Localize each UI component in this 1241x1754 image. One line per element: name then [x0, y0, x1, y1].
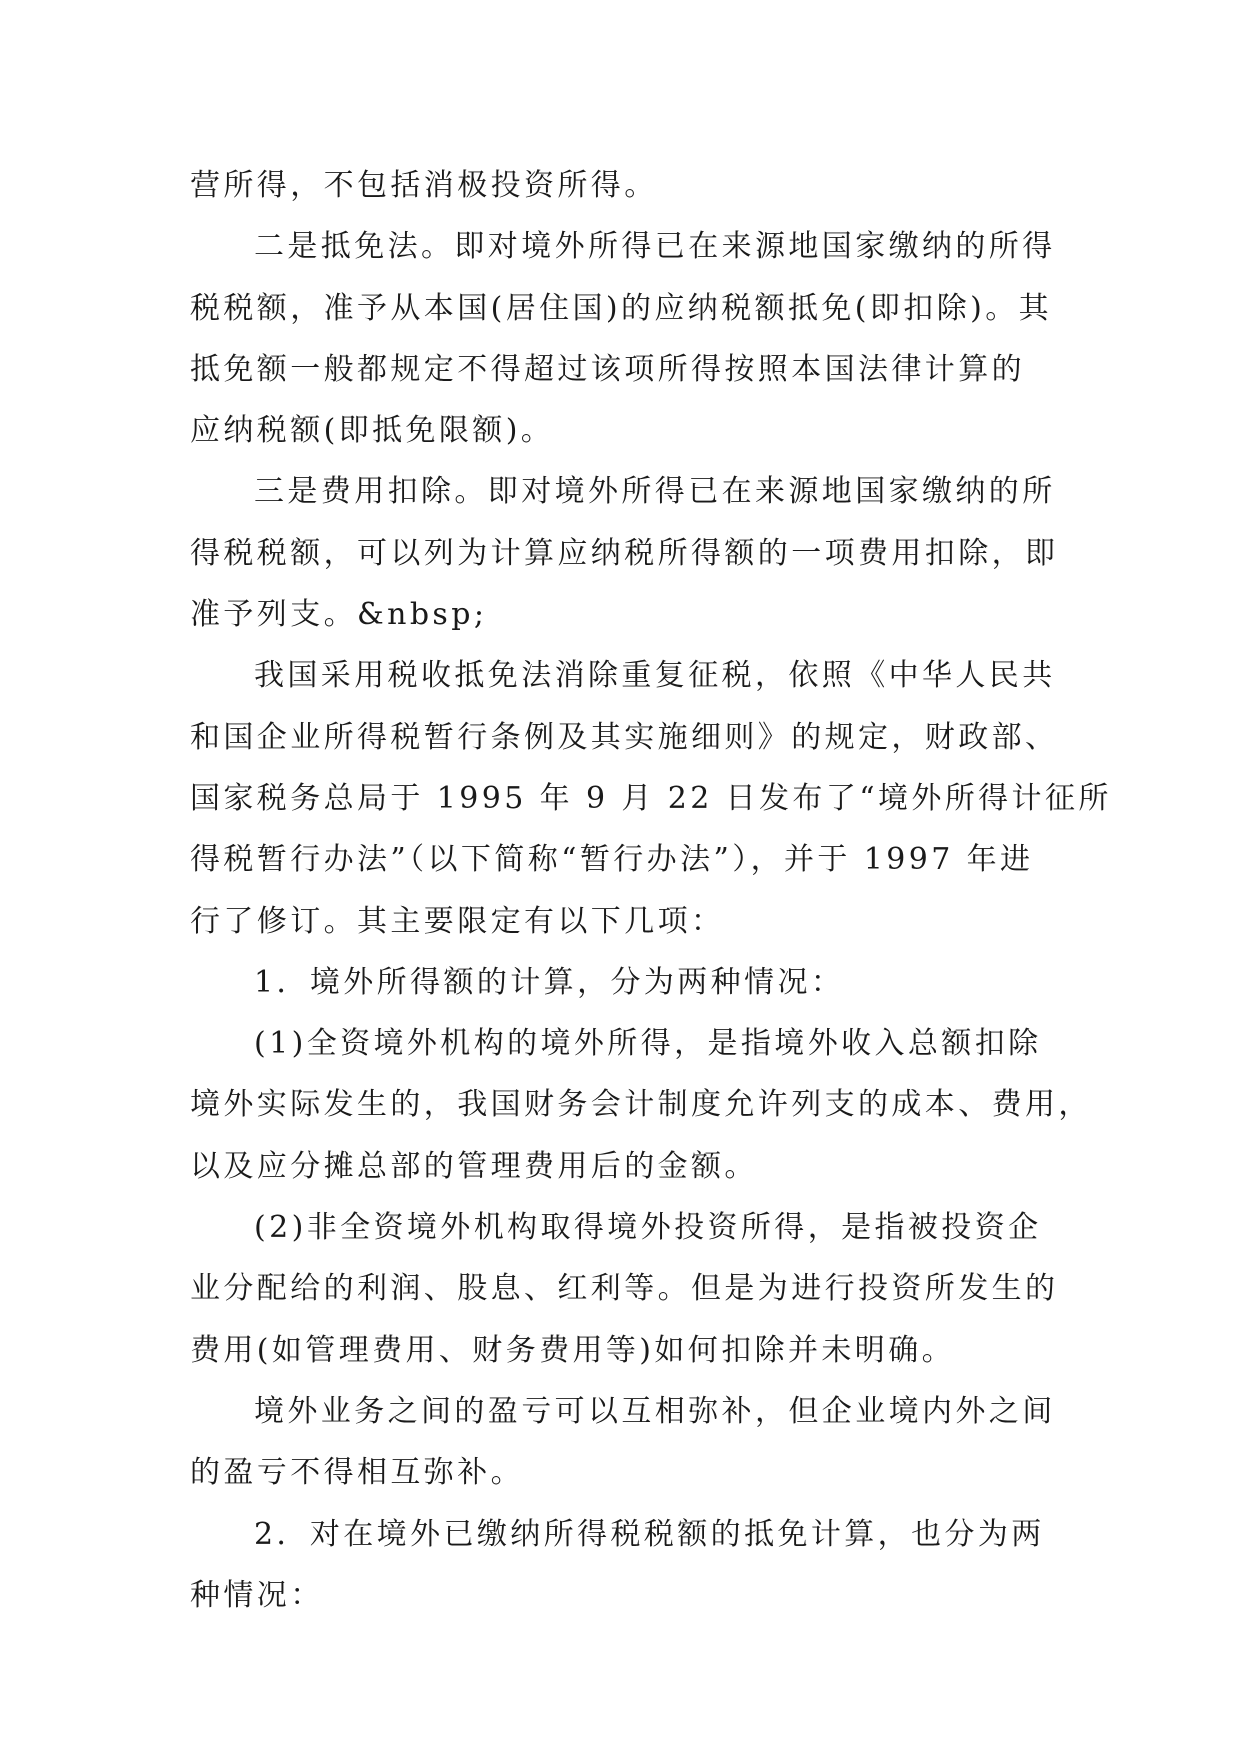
text-line: 费用(如管理费用、财务费用等)如何扣除并未明确。 — [190, 1332, 956, 1368]
text-line: 1．境外所得额的计算，分为两种情况： — [254, 964, 845, 1000]
text-line: (2)非全资境外机构取得境外投资所得，是指被投资企 — [254, 1210, 1042, 1246]
text-line: 境外实际发生的，我国财务会计制度允许列支的成本、费用， — [190, 1087, 1092, 1123]
text-line: 2．对在境外已缴纳所得税税额的抵免计算，也分为两 — [254, 1516, 1045, 1552]
text-line: 得税暂行办法”（以下简称“暂行办法”），并于 1997 年进 — [190, 842, 1034, 878]
text-line: 和国企业所得税暂行条例及其实施细则》的规定，财政部、 — [190, 719, 1059, 755]
text-line: 国家税务总局于 1995 年 9 月 22 日发布了“境外所得计征所 — [190, 780, 1112, 816]
text-line: 税税额，准予从本国(居住国)的应纳税额抵免(即扣除)。其 — [190, 290, 1053, 326]
text-line: 的盈亏不得相互弥补。 — [190, 1455, 524, 1491]
text-line: 得税税额，可以列为计算应纳税所得额的一项费用扣除，即 — [190, 535, 1059, 571]
document-body — [190, 155, 1112, 1626]
text-line: 准予列支。&nbsp; — [190, 597, 488, 633]
text-line: 以及应分摊总部的管理费用后的金额。 — [190, 1148, 758, 1184]
text-line: 营所得，不包括消极投资所得。 — [190, 168, 658, 203]
text-line: 三是费用扣除。即对境外所得已在来源地国家缴纳的所 — [254, 474, 1056, 510]
text-line: 二是抵免法。即对境外所得已在来源地国家缴纳的所得 — [254, 229, 1056, 265]
text-line: 抵免额一般都规定不得超过该项所得按照本国法律计算的 — [190, 351, 1025, 387]
text-line: 种情况： — [190, 1577, 324, 1613]
text-line: 应纳税额(即抵免限额)。 — [190, 413, 555, 449]
text-line: (1)全资境外机构的境外所得，是指境外收入总额扣除 — [254, 1026, 1042, 1062]
text-line: 境外业务之间的盈亏可以互相弥补，但企业境内外之间 — [254, 1393, 1056, 1429]
text-line: 行了修订。其主要限定有以下几项： — [190, 903, 725, 939]
text-line: 我国采用税收抵免法消除重复征税，依照《中华人民共 — [254, 658, 1056, 694]
text-line: 业分配给的利润、股息、红利等。但是为进行投资所发生的 — [190, 1271, 1059, 1307]
